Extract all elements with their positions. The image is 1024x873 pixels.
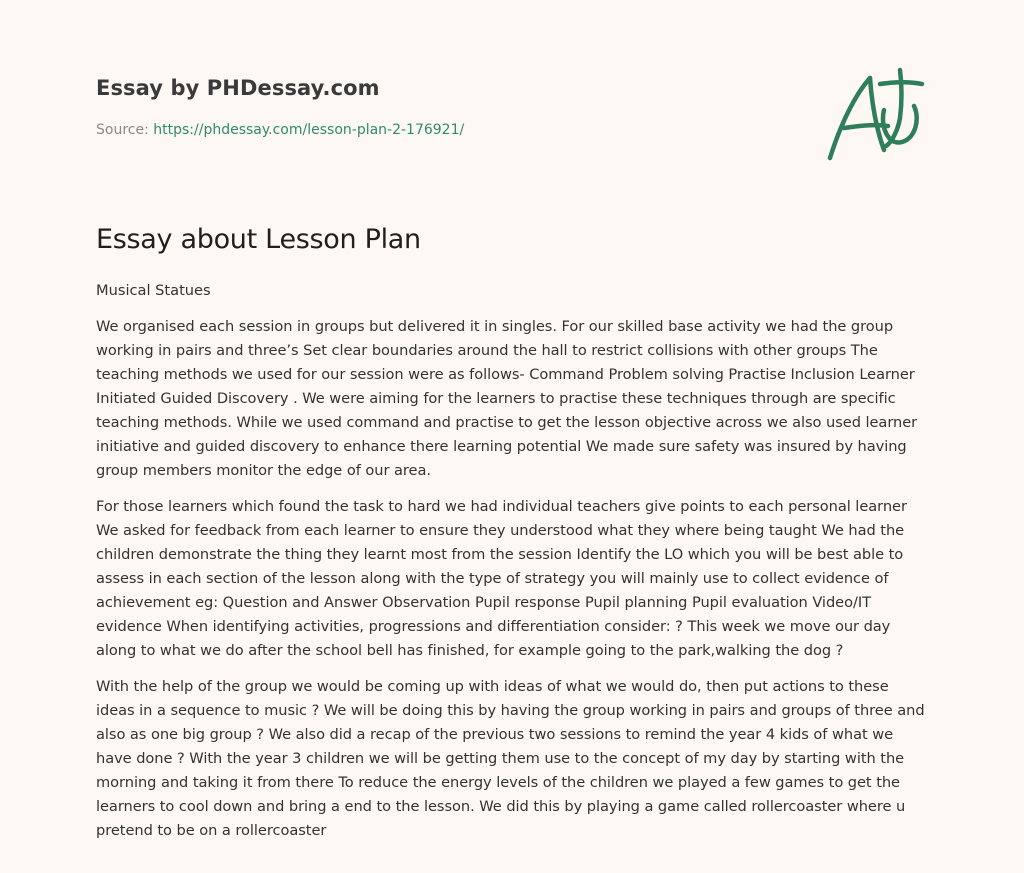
source-label: Source: xyxy=(96,122,149,138)
site-title: Essay by PHDessay.com xyxy=(96,76,380,100)
essay-content xyxy=(96,224,928,855)
essay-paragraph: For those learners which found the task to hard we had individual teachers give points to each personal learner We asked for feedback from each learner to ensure they understood what they where being taught We had the children demonstrate the thing they learnt most from the session Identify the LO which you will be best able to assess in each section of the lesson along with the type of strategy you will mainly use to collect evidence of achievement eg: Question and Answer Observation Pupil response Pupil planning Pupil evaluation Video/IT evidence When identifying activities, progressions and differentiation consider: ? This week we move our day along to what we do after the school bell has finished, for example going to the park,walking the dog ? xyxy=(96,498,907,659)
page-header xyxy=(96,76,796,138)
essay-paragraph: We organised each session in groups but delivered it in singles. For our skilled base activity we had the group working in pairs and three’s Set clear boundaries around the hall to restrict collisions with other groups The teaching methods we used for our session were as follows- Command Problem solving Practise Inclusion Learner Initiated Guided Discovery . We were aiming for the learners to practise these techniques through are specific teaching methods. While we used command and practise to get the lesson objective across we also used learner initiative and guided discovery to enhance there learning potential We made sure safety was insured by having group members monitor the edge of our area. xyxy=(96,318,918,479)
essay-paragraph: With the help of the group we would be coming up with ideas of what we would do, then put actions to these ideas in a sequence to music ? We will be doing this by having the group working in pairs and groups of three and also as one big group ? We also did a recap of the previous two sessions to remind the year 4 kids of what we have done ? With the year 3 children we will be getting them use to the concept of my day by starting with the morning and taking it from there To reduce the energy levels of the children we played a few games to get the learners to cool down and bring a end to the lesson. We did this by playing a game called rollercoaster where u pretend to be on a rollercoaster xyxy=(96,678,925,839)
a-plus-logo-icon[interactable] xyxy=(822,66,932,166)
essay-title: Essay about Lesson Plan xyxy=(96,224,421,255)
essay-subtitle: Musical Statues xyxy=(96,282,211,299)
source-line xyxy=(96,122,796,138)
source-link[interactable]: https://phdessay.com/lesson-plan-2-176921/ xyxy=(153,122,465,138)
